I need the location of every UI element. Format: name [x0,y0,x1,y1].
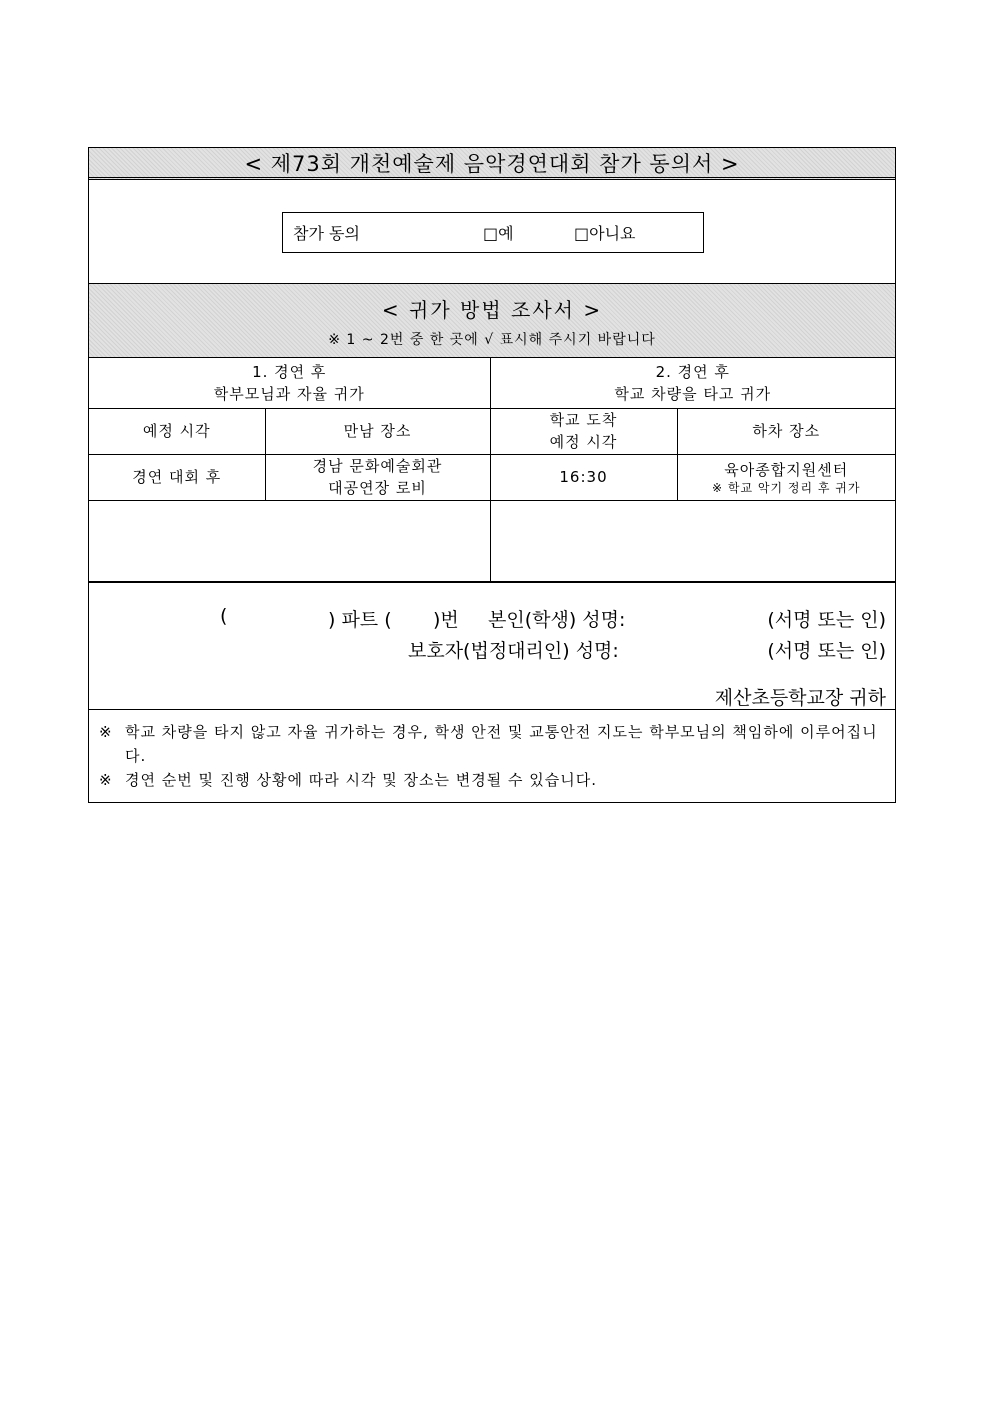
option1-place [265,454,490,500]
survey-title: < 귀가 방법 조사서 > [381,298,603,322]
form-title: < 제73회 개천예술제 음악경연대회 참가 동의서 > [89,148,895,180]
option1-place-line2: 대공연장 로비 [328,479,427,497]
option2-check-cell[interactable] [490,500,895,581]
note-mark: ※ [99,722,113,741]
option2-place [677,454,895,500]
option1-header[interactable] [89,358,490,408]
part-open-paren: ( [220,604,228,627]
option2-header[interactable] [490,358,895,408]
number-field[interactable]: )번 [433,608,459,631]
option1-line2: 학부모님과 자율 귀가 [213,384,365,403]
note-text: 학교 차량을 타지 않고 자율 귀가하는 경우, 학생 안전 및 교통안전 지도는 학부모님의 책임하에 이루어집니다. [125,722,878,765]
consent-yes-checkbox[interactable]: □예 [483,224,514,243]
part-field[interactable]: ) 파트 ( [328,608,392,631]
option2-col-time [490,408,677,454]
option2-time: 16:30 [490,454,677,500]
consent-label: 참가 동의 [293,224,360,243]
survey-header [89,284,895,358]
guardian-name-label[interactable]: 보호자(법정대리인) 성명: [408,639,619,662]
guardian-signature-line [89,636,886,662]
notes-section [89,710,895,802]
note-text: 경연 순번 및 진행 상황에 따라 시각 및 장소는 변경될 수 있습니다. [125,770,597,789]
option2-line2: 학교 차량을 타고 귀가 [614,384,772,403]
consent-box [282,212,704,253]
option1-col-place: 만남 장소 [265,408,490,454]
addressee: 제산초등학교장 귀하 [714,686,886,709]
option1-time: 경연 대회 후 [89,454,265,500]
option2-col-time-line2: 예정 시각 [549,433,618,451]
option1-col-time: 예정 시각 [89,408,265,454]
survey-note: ※ 1 ~ 2번 중 한 곳에 √ 표시해 주시기 바랍니다 [328,332,656,348]
option2-line1: 2. 경연 후 [655,362,730,381]
guardian-sign-hint: (서명 또는 인) [767,639,886,662]
note-item [99,720,887,768]
option1-place-line1: 경남 문화예술회관 [312,457,443,475]
option2-col-time-line1: 학교 도착 [549,411,618,429]
return-method-table [89,358,895,582]
option1-line1: 1. 경연 후 [252,362,327,381]
signature-section [89,582,895,710]
option1-check-cell[interactable] [89,500,490,581]
option2-place-name: 육아종합지원센터 [724,460,849,479]
consent-section [89,180,895,284]
student-signature-line [220,605,886,631]
option2-place-note: ※ 학교 악기 정리 후 귀가 [712,480,861,495]
note-item [99,768,887,792]
note-mark: ※ [99,770,113,789]
student-sign-hint: (서명 또는 인) [767,608,886,631]
option2-col-place: 하차 장소 [677,408,895,454]
student-name-label[interactable]: 본인(학생) 성명: [488,608,626,631]
consent-form [88,147,896,803]
consent-no-checkbox[interactable]: □아니요 [574,224,636,243]
